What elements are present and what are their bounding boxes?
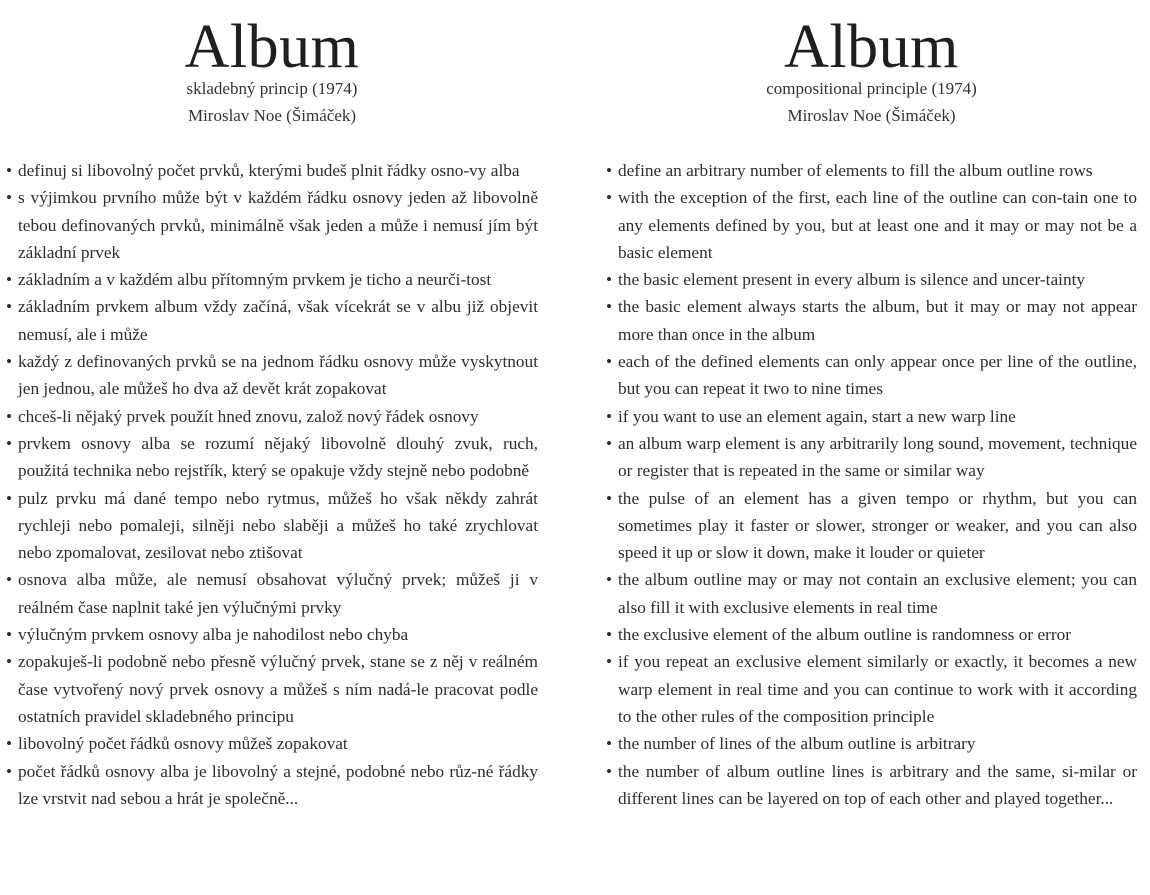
- bullet-icon: •: [6, 433, 13, 453]
- list-item: • pulz prvku má dané tempo nebo rytmus, můžeš ho však někdy zahrát rychleji nebo pomaleji, silněji nebo slaběji a můžeš ho také zrychlovat nebo zpomalovat, zesilovat nebo ztišovat: [6, 485, 538, 567]
- bullet-icon: •: [6, 161, 13, 180]
- bullet-icon: •: [606, 188, 613, 208]
- english-author: Miroslav Noe (Šimáček): [787, 106, 956, 125]
- bullet-icon: •: [6, 188, 13, 208]
- bullet-icon: •: [6, 761, 13, 781]
- czech-rules-list: [6, 157, 538, 812]
- bullet-icon: •: [606, 761, 613, 781]
- bullet-icon: •: [606, 488, 613, 508]
- list-item: • libovolný počet řádků osnovy můžeš zopakovat: [6, 730, 538, 757]
- czech-column: [6, 0, 538, 808]
- list-item: • the basic element always starts the album, but it may or may not appear more than once in the album: [606, 293, 1137, 348]
- list-item: • define an arbitrary number of elements to fill the album outline rows: [606, 157, 1137, 184]
- list-item: • osnova alba může, ale nemusí obsahovat výlučný prvek; můžeš ji v reálném čase naplnit také jen výlučnými prvky: [6, 566, 538, 621]
- list-item: • definuj si libovolný počet prvků, kterými budeš plnit řádky osno-vy alba: [6, 157, 538, 184]
- english-rules-list: [606, 157, 1137, 812]
- english-header: [606, 0, 1137, 160]
- list-item: • prvkem osnovy alba se rozumí nějaký libovolně dlouhý zvuk, ruch, použitá technika nebo rejstřík, který se opakuje vždy stejně nebo podobně: [6, 430, 538, 485]
- list-item: • if you want to use an element again, start a new warp line: [606, 403, 1137, 430]
- bullet-icon: •: [606, 297, 613, 317]
- english-subtitle: compositional principle (1974): [766, 79, 977, 98]
- list-item: • s výjimkou prvního může být v každém řádku osnovy jeden až libovolně tebou definovaných prvků, minimálně však jeden a může i nemusí jím být základní prvek: [6, 184, 538, 266]
- bullet-icon: •: [606, 406, 613, 426]
- list-item: • výlučným prvkem osnovy alba je nahodilost nebo chyba: [6, 621, 538, 648]
- list-item: • zopakuješ-li podobně nebo přesně výlučný prvek, stane se z něj v reálném čase vytvořený nový prvek osnovy a můžeš s ním nadá-le pracovat podle ostatních pravidel skladebného principu: [6, 648, 538, 730]
- list-item: • the album outline may or may not contain an exclusive element; you can also fill it with exclusive elements in real time: [606, 566, 1137, 621]
- bullet-icon: •: [606, 352, 613, 372]
- list-item: • the number of lines of the album outline is arbitrary: [606, 730, 1137, 757]
- bullet-icon: •: [6, 625, 13, 645]
- bullet-icon: •: [6, 406, 13, 426]
- bullet-icon: •: [606, 270, 613, 290]
- list-item: • with the exception of the first, each line of the outline can con-tain one to any elements defined by you, but at least one and it may or may not be a basic element: [606, 184, 1137, 266]
- list-item: • the number of album outline lines is arbitrary and the same, si-milar or different lines can be layered on top of each other and played together...: [606, 758, 1137, 813]
- bullet-icon: •: [6, 652, 13, 672]
- czech-title: Album: [184, 13, 360, 81]
- english-title: Album: [784, 13, 959, 81]
- list-item: • základním a v každém albu přítomným prvkem je ticho a neurči-tost: [6, 266, 538, 293]
- bullet-icon: •: [606, 570, 613, 590]
- list-item: • počet řádků osnovy alba je libovolný a stejné, podobné nebo růz-né řádky lze vrstvit nad sebou a hrát je společně...: [6, 758, 538, 813]
- list-item: • the pulse of an element has a given tempo or rhythm, but you can sometimes play it faster or slower, stronger or weaker, and you can also speed it up or slow it down, make it louder or quieter: [606, 485, 1137, 567]
- bullet-icon: •: [606, 734, 613, 754]
- bullet-icon: •: [6, 570, 13, 590]
- czech-author: Miroslav Noe (Šimáček): [187, 106, 357, 125]
- list-item: • the exclusive element of the album outline is randomness or error: [606, 621, 1137, 648]
- english-column: [606, 0, 1137, 808]
- bullet-icon: •: [606, 625, 613, 645]
- czech-header: [6, 0, 538, 160]
- bullet-icon: •: [6, 734, 13, 754]
- list-item: • the basic element present in every album is silence and uncer-tainty: [606, 266, 1137, 293]
- list-item: • chceš-li nějaký prvek použít hned znovu, založ nový řádek osnovy: [6, 403, 538, 430]
- bullet-icon: •: [606, 652, 613, 672]
- bullet-icon: •: [606, 433, 613, 453]
- list-item: • an album warp element is any arbitrarily long sound, movement, technique or register that is repeated in the same or similar way: [606, 430, 1137, 485]
- list-item: • each of the defined elements can only appear once per line of the outline, but you can repeat it two to nine times: [606, 348, 1137, 403]
- bullet-icon: •: [6, 352, 13, 372]
- bullet-icon: •: [6, 270, 13, 290]
- list-item: • každý z definovaných prvků se na jednom řádku osnovy může vyskytnout jen jednou, ale můžeš ho dva až devět krát zopakovat: [6, 348, 538, 403]
- bullet-icon: •: [606, 161, 613, 180]
- czech-subtitle: skladebný princip (1974): [186, 79, 358, 98]
- bullet-icon: •: [6, 488, 13, 508]
- bullet-icon: •: [6, 297, 13, 317]
- list-item: • základním prvkem album vždy začíná, však vícekrát se v albu již objevit nemusí, ale i může: [6, 293, 538, 348]
- list-item: • if you repeat an exclusive element similarly or exactly, it becomes a new warp element in real time and you can continue to work with it according to the other rules of the composition principle: [606, 648, 1137, 730]
